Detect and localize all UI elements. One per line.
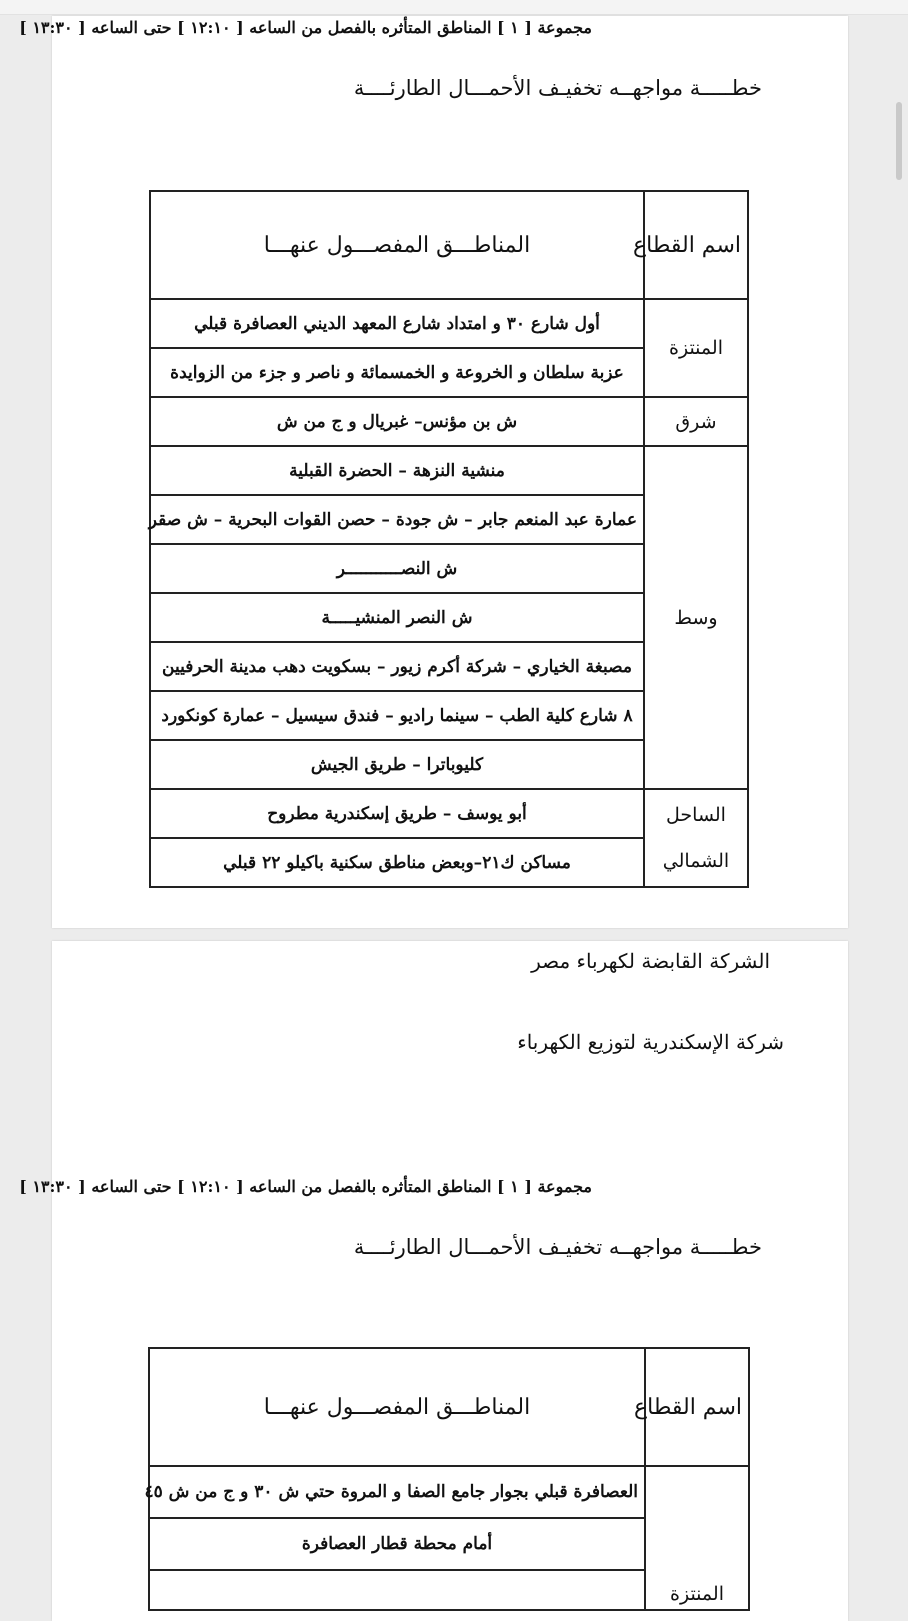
- area-cell: مصبغة الخياري – شركة أكرم زيور – بسكويت دهب مدينة الحرفيين: [150, 642, 644, 691]
- distribution-company-name: شركة الإسكندرية لتوزيع الكهرباء: [517, 1030, 784, 1054]
- area-cell: أمام محطة قطار العصافرة: [149, 1518, 645, 1570]
- area-cell: [149, 1570, 645, 1610]
- area-cell: منشية النزهة – الحضرة القبلية: [150, 446, 644, 495]
- header-affected-areas: المناطـــق المفصـــول عنهـــا: [149, 1348, 645, 1466]
- plan-title: خطـــــة مواجهــه تخفيـف الأحمـــال الطارئــــة: [353, 76, 762, 100]
- area-cell: ش بن مؤنس– غبريال و ج من ش: [150, 397, 644, 446]
- area-cell: ٨ شارع كلية الطب – سينما راديو – فندق سيسيل – عمارة كونكورد: [150, 691, 644, 740]
- sector-cell-sharq: شرق: [644, 397, 748, 446]
- area-cell: عمارة عبد المنعم جابر – ش جودة – حصن القوات البحرية – ش صقر: [150, 495, 644, 544]
- sector-cell-sahel: الساحل الشمالي: [644, 789, 748, 887]
- sector-cell-wasat: وسط: [644, 446, 748, 789]
- load-shedding-table: [149, 190, 749, 888]
- document-page-1: [19, 16, 848, 928]
- area-cell: عزبة سلطان و الخروعة و الخمسمائة و ناصر و جزء من الزوايدة: [150, 348, 644, 397]
- group-info-line: مجموعة [ ١ ] المناطق المتأثره بالفصل من الساعه [ ١٢:١٠ ] حتى الساعه [ ١٣:٣٠ ]: [19, 1177, 592, 1196]
- header-affected-areas: المناطـــق المفصـــول عنهـــا: [150, 191, 644, 299]
- header-sector-name: اسم القطاع: [645, 1348, 749, 1466]
- sector-cell-montaza: المنتزة: [644, 299, 748, 397]
- area-cell: ش النصـــــــــــر: [150, 544, 644, 593]
- viewer-top-bar: [0, 0, 908, 15]
- area-cell: أبو يوسف – طريق إسكندرية مطروح: [150, 789, 644, 838]
- area-cell: ش النصر المنشيـــــة: [150, 593, 644, 642]
- group-info-line: مجموعة [ ١ ] المناطق المتأثره بالفصل من الساعه [ ١٢:١٠ ] حتى الساعه [ ١٣:٣٠ ]: [19, 18, 592, 37]
- area-cell: كليوباترا – طريق الجيش: [150, 740, 644, 789]
- plan-title: خطـــــة مواجهــه تخفيـف الأحمـــال الطارئــــة: [353, 1235, 762, 1259]
- area-cell: مساكن ك٢١–وبعض مناطق سكنية باكيلو ٢٢ قبلي: [150, 838, 644, 887]
- header-sector-name: اسم القطاع: [644, 191, 748, 299]
- load-shedding-table: [144, 1347, 750, 1611]
- sector-cell-montaza: المنتزة: [645, 1466, 749, 1610]
- holding-company-name: الشركة القابضة لكهرباء مصر: [531, 949, 770, 973]
- area-cell: العصافرة قبلي بجوار جامع الصفا و المروة حتي ش ٣٠ و ج من ش ٤٥: [149, 1466, 645, 1518]
- document-page-2: [19, 941, 848, 1621]
- area-cell: أول شارع ٣٠ و امتداد شارع المعهد الديني العصافرة قبلي: [150, 299, 644, 348]
- scrollbar-thumb[interactable]: [896, 102, 902, 180]
